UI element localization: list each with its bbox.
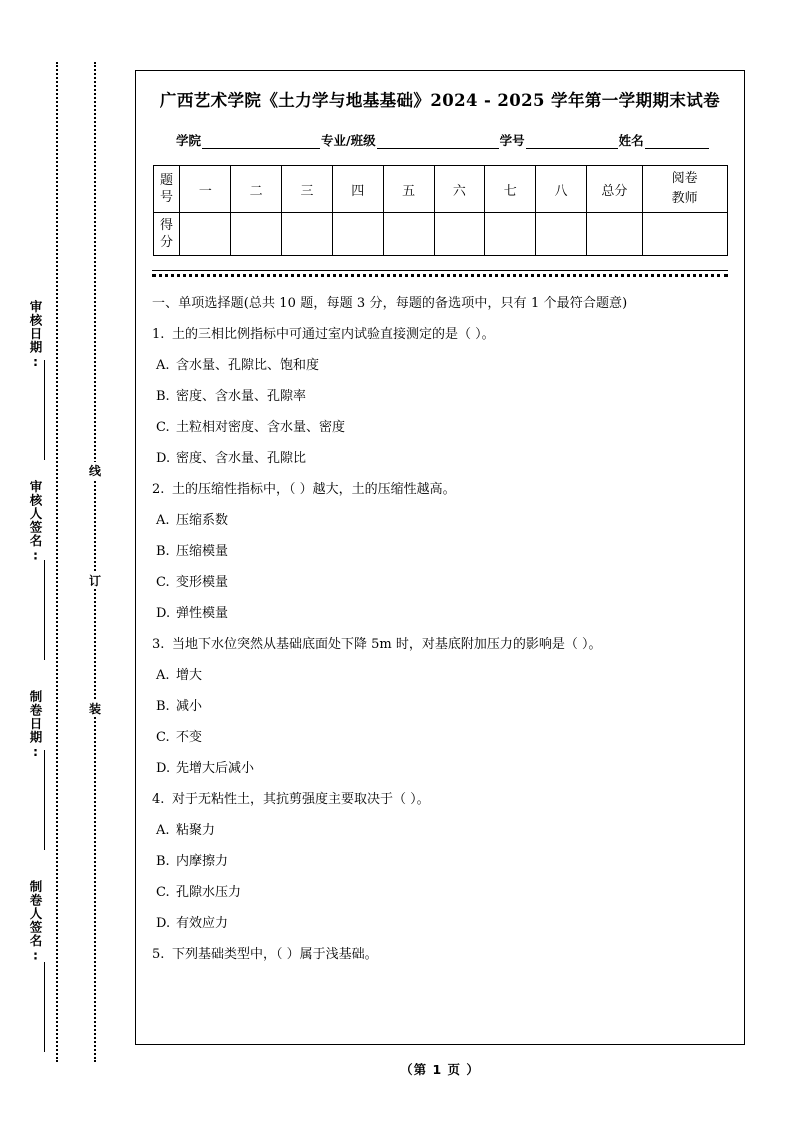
score-cell-4[interactable] bbox=[332, 213, 383, 256]
row-label-question-char2: 号 bbox=[159, 190, 173, 205]
row-label-score-char2: 分 bbox=[159, 235, 173, 250]
col-header-8: 八 bbox=[536, 166, 587, 213]
question-4-number: 4. bbox=[152, 792, 165, 807]
question-3-option-b[interactable] bbox=[152, 691, 728, 722]
question-4-option-c-text: 孔隙水压力 bbox=[176, 885, 242, 900]
col-header-3: 三 bbox=[282, 166, 333, 213]
seal-dashed-line-inner bbox=[94, 62, 96, 1062]
reviewer-signature-label: 审核人签名: bbox=[28, 480, 43, 564]
table-row-question-numbers bbox=[153, 166, 727, 213]
question-4-option-a-letter: A. bbox=[156, 823, 170, 838]
student-no-label: 学号 bbox=[499, 133, 525, 148]
question-4-option-c[interactable] bbox=[152, 877, 728, 908]
exam-paper-body bbox=[135, 70, 745, 1045]
question-4-option-d[interactable] bbox=[152, 908, 728, 939]
left-seal-margin bbox=[0, 0, 130, 1122]
question-2-option-d-letter: D. bbox=[156, 606, 171, 621]
question-4-stem: 对于无粘性土，其抗剪强度主要取决于（ ）。 bbox=[172, 792, 430, 807]
question-3 bbox=[152, 629, 728, 660]
section-heading-1: 一、单项选择题(总共 10 题，每题 3 分，每题的备选项中，只有 1 个最符合题意) bbox=[152, 296, 628, 311]
question-1-option-b-letter: B. bbox=[156, 389, 170, 404]
setter-signature-blank-line bbox=[44, 962, 45, 1052]
question-2-option-a-letter: A. bbox=[156, 513, 170, 528]
question-3-stem: 当地下水位突然从基础底面处下降 5m 时，对基底附加压力的影响是（ ）。 bbox=[172, 637, 602, 652]
col-header-6: 六 bbox=[434, 166, 485, 213]
score-cell-3[interactable] bbox=[282, 213, 333, 256]
question-1-option-b[interactable] bbox=[152, 381, 728, 412]
score-cell-5[interactable] bbox=[383, 213, 434, 256]
question-1-option-b-text: 密度、含水量、孔隙率 bbox=[176, 389, 307, 404]
question-3-option-d[interactable] bbox=[152, 753, 728, 784]
question-1-option-c-letter: C. bbox=[156, 420, 170, 435]
review-date-label: 审核日期: bbox=[28, 300, 43, 370]
col-header-4: 四 bbox=[332, 166, 383, 213]
question-4-option-d-letter: D. bbox=[156, 916, 171, 931]
college-field[interactable] bbox=[202, 135, 320, 149]
question-3-option-a[interactable] bbox=[152, 660, 728, 691]
score-cell-2[interactable] bbox=[231, 213, 282, 256]
seal-label-pack: 装 bbox=[84, 700, 106, 717]
question-4-option-a-text: 粘聚力 bbox=[176, 823, 216, 838]
col-header-5: 五 bbox=[383, 166, 434, 213]
question-2-option-d[interactable] bbox=[152, 598, 728, 629]
separator-solid bbox=[152, 270, 728, 271]
score-cell-8[interactable] bbox=[536, 213, 587, 256]
marker-label-line2: 教师 bbox=[671, 191, 698, 206]
name-field[interactable] bbox=[645, 135, 709, 149]
question-1-option-d-letter: D. bbox=[156, 451, 171, 466]
question-3-number: 3. bbox=[152, 637, 165, 652]
question-5-number: 5. bbox=[152, 947, 165, 962]
setter-date-blank-line bbox=[44, 750, 45, 850]
question-1-option-a[interactable] bbox=[152, 350, 728, 381]
question-2-option-c-letter: C. bbox=[156, 575, 170, 590]
major-class-label: 专业/班级 bbox=[321, 133, 376, 148]
separator-dotted bbox=[152, 274, 728, 277]
question-4 bbox=[152, 784, 728, 815]
seal-label-bind: 订 bbox=[84, 572, 106, 589]
question-2-option-b-letter: B. bbox=[156, 544, 170, 559]
question-3-option-b-text: 减小 bbox=[176, 699, 203, 714]
page-title: 广西艺术学院《土力学与地基基础》2024 - 2025 学年第一学期期末试卷 bbox=[159, 91, 721, 110]
question-2-option-c[interactable] bbox=[152, 567, 728, 598]
question-3-option-a-letter: A. bbox=[156, 668, 170, 683]
major-class-field[interactable] bbox=[377, 135, 499, 149]
question-2-option-b[interactable] bbox=[152, 536, 728, 567]
page-footer: （第 1 页 ） bbox=[400, 1062, 480, 1077]
student-info-row bbox=[152, 131, 728, 149]
marker-label-line1: 阅卷 bbox=[671, 171, 698, 186]
college-label: 学院 bbox=[176, 133, 202, 148]
question-4-option-a[interactable] bbox=[152, 815, 728, 846]
question-2-option-d-text: 弹性模量 bbox=[176, 606, 229, 621]
seal-label-line: 线 bbox=[84, 462, 106, 479]
question-1-option-c[interactable] bbox=[152, 412, 728, 443]
question-2-number: 2. bbox=[152, 482, 165, 497]
question-1 bbox=[152, 319, 728, 350]
question-2-option-a-text: 压缩系数 bbox=[176, 513, 229, 528]
review-date-blank-line bbox=[44, 360, 45, 460]
question-2-option-b-text: 压缩模量 bbox=[176, 544, 229, 559]
reviewer-signature-blank-line bbox=[44, 560, 45, 660]
col-header-total: 总分 bbox=[586, 166, 642, 213]
question-4-option-c-letter: C. bbox=[156, 885, 170, 900]
question-4-option-b[interactable] bbox=[152, 846, 728, 877]
question-4-option-d-text: 有效应力 bbox=[176, 916, 229, 931]
question-1-option-a-letter: A. bbox=[156, 358, 170, 373]
col-header-1: 一 bbox=[180, 166, 231, 213]
question-1-number: 1. bbox=[152, 327, 165, 342]
question-2-option-c-text: 变形模量 bbox=[176, 575, 229, 590]
score-cell-6[interactable] bbox=[434, 213, 485, 256]
question-3-option-d-text: 先增大后减小 bbox=[176, 761, 255, 776]
question-5-stem: 下列基础类型中，（ ）属于浅基础。 bbox=[172, 947, 378, 962]
question-2 bbox=[152, 474, 728, 505]
question-2-stem: 土的压缩性指标中，（ ）越大，土的压缩性越高。 bbox=[172, 482, 456, 497]
setter-signature-label: 制卷人签名: bbox=[28, 880, 43, 964]
score-table bbox=[153, 165, 728, 256]
question-3-option-c-text: 不变 bbox=[176, 730, 203, 745]
score-cell-marker[interactable] bbox=[642, 213, 727, 256]
question-2-option-a[interactable] bbox=[152, 505, 728, 536]
question-1-option-c-text: 土粒相对密度、含水量、密度 bbox=[176, 420, 346, 435]
question-3-option-c-letter: C. bbox=[156, 730, 170, 745]
score-cell-7[interactable] bbox=[485, 213, 536, 256]
question-5 bbox=[152, 939, 728, 970]
score-cell-1[interactable] bbox=[180, 213, 231, 256]
question-3-option-c[interactable] bbox=[152, 722, 728, 753]
name-label: 姓名 bbox=[618, 133, 644, 148]
setter-date-label: 制卷日期: bbox=[28, 690, 43, 760]
question-1-option-a-text: 含水量、孔隙比、饱和度 bbox=[176, 358, 320, 373]
question-1-option-d[interactable] bbox=[152, 443, 728, 474]
col-header-marker bbox=[642, 166, 727, 213]
seal-dashed-line-outer bbox=[56, 62, 58, 1062]
student-no-field[interactable] bbox=[526, 135, 618, 149]
score-cell-total[interactable] bbox=[586, 213, 642, 256]
question-3-option-a-text: 增大 bbox=[176, 668, 203, 683]
col-header-7: 七 bbox=[485, 166, 536, 213]
question-1-stem: 土的三相比例指标中可通过室内试验直接测定的是（ ）。 bbox=[172, 327, 495, 342]
row-label-question-char1: 题 bbox=[159, 173, 173, 188]
col-header-2: 二 bbox=[231, 166, 282, 213]
table-row-scores bbox=[153, 213, 727, 256]
question-4-option-b-text: 内摩擦力 bbox=[176, 854, 229, 869]
question-4-option-b-letter: B. bbox=[156, 854, 170, 869]
question-3-option-b-letter: B. bbox=[156, 699, 170, 714]
question-list bbox=[152, 288, 728, 970]
question-1-option-d-text: 密度、含水量、孔隙比 bbox=[176, 451, 307, 466]
row-label-score-char1: 得 bbox=[159, 218, 173, 233]
row-label-question bbox=[153, 166, 180, 213]
row-label-score bbox=[153, 213, 180, 256]
question-3-option-d-letter: D. bbox=[156, 761, 171, 776]
